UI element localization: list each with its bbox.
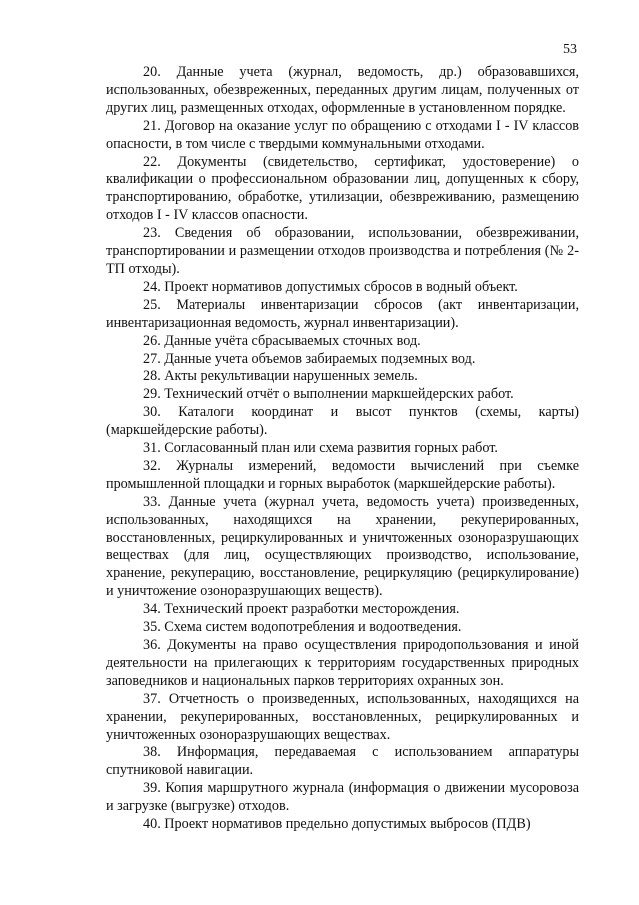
- list-item-36: 36. Документы на право осуществления природопользования и иной деятельности на прилегающих к территориям государственных природных заповедников и национальных парков территориях охранных зон.: [106, 637, 579, 689]
- list-item-25: 25. Материалы инвентаризации сбросов (акт инвентаризации, инвентаризационная ведомость, журнал инвентаризации).: [106, 296, 579, 331]
- list-item-38: 38. Информация, передаваемая с использованием аппаратуры спутниковой навигации.: [106, 744, 579, 779]
- list-item-35: 35. Схема систем водопотребления и водоотведения.: [143, 619, 462, 636]
- list-item-22: 22. Документы (свидетельство, сертификат, удостоверение) о квалификации о профессиональном образовании лиц, допущенных к сбору, транспортированию, обработке, утилизации, обезвреживанию, размещению отходов I - IV классов опасности.: [106, 153, 579, 224]
- list-item-37: 37. Отчетность о произведенных, использованных, находящихся на хранении, рекуперированных, восстановленных, рециркулированных и уничтоженных озоноразрушающих веществах.: [106, 690, 579, 743]
- list-item-28: 28. Акты рекультивации нарушенных земель.: [143, 368, 418, 385]
- document-list: [106, 64, 579, 834]
- list-item-34: 34. Технический проект разработки месторождения.: [143, 601, 460, 618]
- list-item-39: 39. Копия маршрутного журнала (информация о движении мусоровоза и загрузке (выгрузке) отходов.: [106, 780, 579, 815]
- list-item-21: 21. Договор на оказание услуг по обращению с отходами I - IV классов опасности, в том числе с твердыми коммунальными отходами.: [106, 117, 579, 152]
- list-item-29: 29. Технический отчёт о выполнении маркшейдерских работ.: [143, 386, 514, 403]
- list-item-26: 26. Данные учёта сбрасываемых сточных вод.: [143, 332, 421, 349]
- page-number: 53: [563, 42, 577, 57]
- list-item-23: 23. Сведения об образовании, использовании, обезвреживании, транспортировании и размещении отходов производства и потребления (№ 2-ТП отходы).: [106, 225, 579, 277]
- list-item-31: 31. Согласованный план или схема развития горных работ.: [143, 440, 498, 457]
- list-item-24: 24. Проект нормативов допустимых сбросов в водный объект.: [143, 278, 518, 295]
- list-item-20: 20. Данные учета (журнал, ведомость, др.) образовавшихся, использованных, обезвреженных, переданных другим лицам, полученных от других лиц, размещенных отходах, оформленные в установленном порядке.: [106, 64, 579, 116]
- list-item-40: 40. Проект нормативов предельно допустимых выбросов (ПДВ): [143, 816, 531, 833]
- list-item-27: 27. Данные учета объемов забираемых подземных вод.: [143, 350, 476, 367]
- list-item-30: 30. Каталоги координат и высот пунктов (схемы, карты) (маркшейдерские работы).: [106, 404, 579, 439]
- list-item-33: 33. Данные учета (журнал учета, ведомость учета) произведенных, использованных, находящихся на хранении, рекуперированных, восстановленных, рециркулированных и уничтоженных озоноразрушающих веществах (для лиц, осуществляющих производство, использование, хранение, рекуперацию, восстановление, рециркуляцию (рециркулирование) и уничтожение озоноразрушающих веществ).: [106, 493, 579, 600]
- list-item-32: 32. Журналы измерений, ведомости вычислений при съемке промышленной площадки и горных выработок (маркшейдерские работы).: [106, 457, 579, 492]
